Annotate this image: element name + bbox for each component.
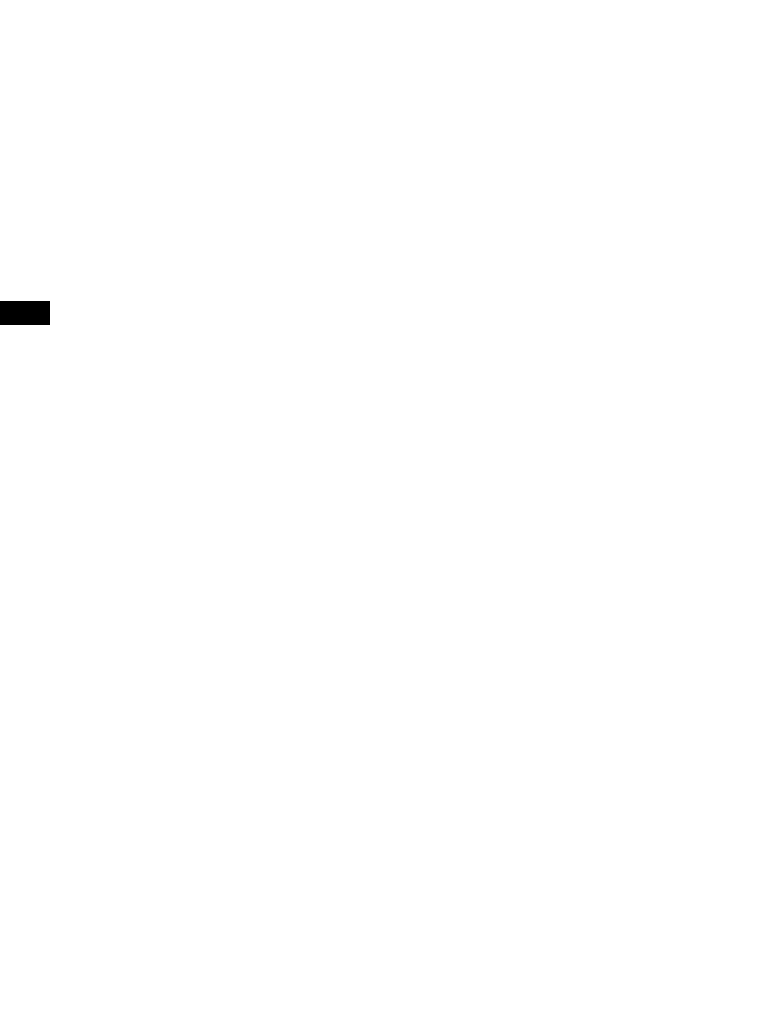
section-tab-marker	[0, 301, 50, 325]
